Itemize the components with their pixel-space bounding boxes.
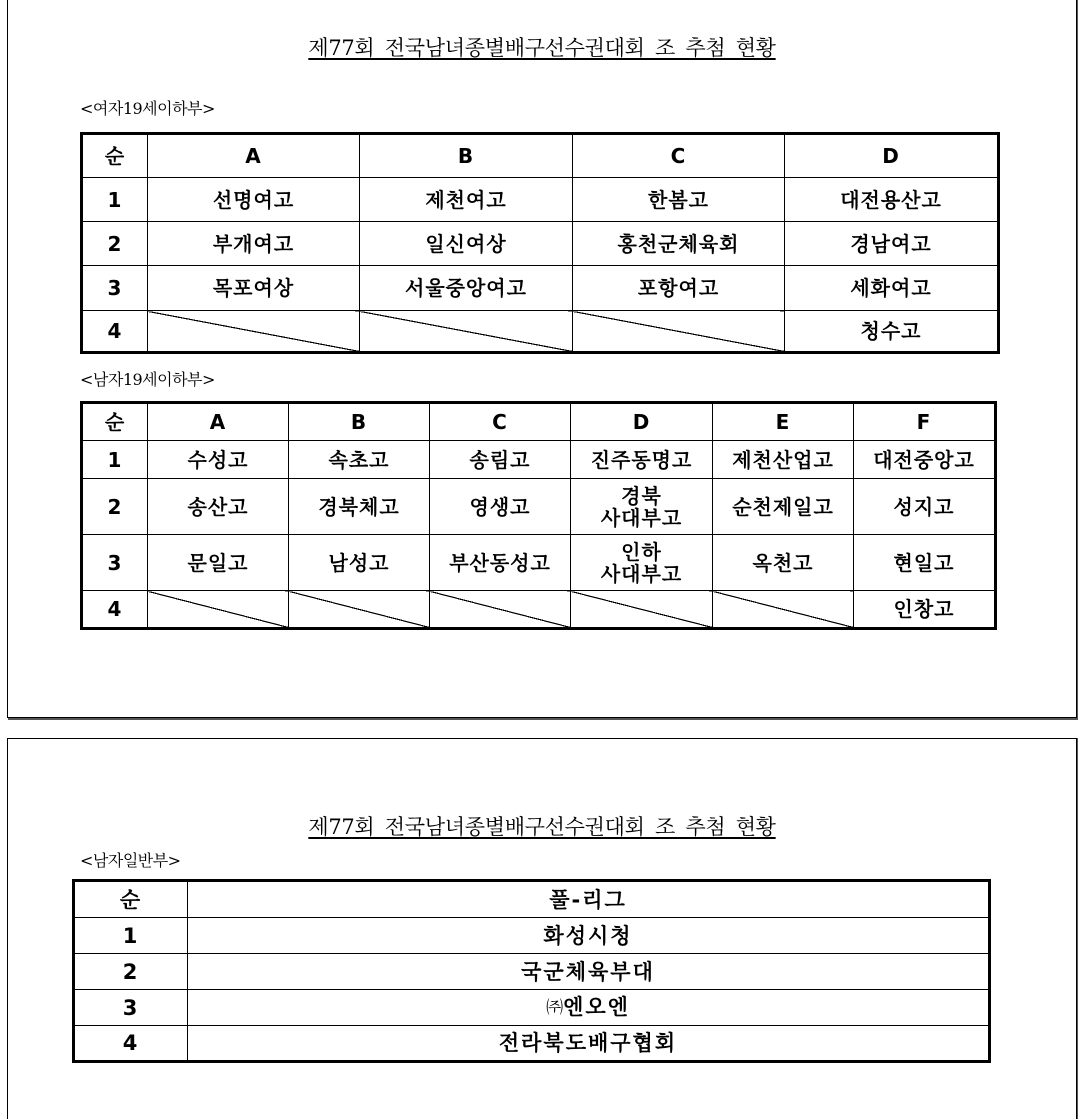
page-title: 제77회 전국남녀종별배구선수권대회 조 추첨 현황: [308, 36, 776, 60]
header-cell: B: [289, 403, 430, 441]
header-cell: C: [573, 134, 785, 178]
table-cell: 송산고: [148, 479, 289, 535]
table-row: [82, 178, 999, 222]
table-cell: 수성고: [148, 441, 289, 479]
table-row: [82, 479, 996, 535]
header-cell: B: [360, 134, 573, 178]
table-cell: 4: [82, 311, 148, 353]
cell-line: 경북: [621, 483, 662, 508]
cell-line: 사대부고: [600, 505, 683, 530]
header-cell: 순: [82, 403, 148, 441]
header-cell: C: [430, 403, 571, 441]
men19-caption: <남자19세이하부>: [80, 370, 215, 389]
table-cell: 문일고: [148, 535, 289, 591]
empty-slot-cell: [289, 591, 430, 629]
table-cell: 화성시청: [188, 918, 990, 954]
table-row: [82, 535, 996, 591]
table-cell: 서울중앙여고: [360, 266, 573, 311]
table-cell: 대전용산고: [785, 178, 999, 222]
table-cell: 세화여고: [785, 266, 999, 311]
table-cell: 1: [82, 441, 148, 479]
table-cell: 인창고: [854, 591, 996, 629]
table-cell: 속초고: [289, 441, 430, 479]
table-cell: 국군체육부대: [188, 954, 990, 990]
header-cell: 순: [74, 881, 188, 918]
table-row: [82, 222, 999, 266]
document-page-1: [7, 0, 1077, 718]
table-cell: 1: [82, 178, 148, 222]
table-cell: [188, 990, 990, 1026]
table-cell: 진주동명고: [571, 441, 713, 479]
table-cell: 4: [74, 1026, 188, 1062]
empty-slot-cell: [148, 591, 289, 629]
empty-slot-cell: [713, 591, 854, 629]
header-cell: E: [713, 403, 854, 441]
table-cell: 옥천고: [713, 535, 854, 591]
table-cell: 선명여고: [148, 178, 360, 222]
header-cell: 풀-리그: [188, 881, 990, 918]
empty-slot-cell: [573, 311, 785, 353]
table-cell: 경남여고: [785, 222, 999, 266]
women19-table: [80, 132, 1000, 354]
table-cell: 2: [82, 222, 148, 266]
men-general-caption: <남자일반부>: [80, 851, 181, 870]
empty-slot-cell: [430, 591, 571, 629]
empty-slot-cell: [148, 311, 360, 353]
table-cell: 영생고: [430, 479, 571, 535]
empty-slot-cell: [571, 591, 713, 629]
table-cell: 목포여상: [148, 266, 360, 311]
women19-caption: <여자19세이하부>: [80, 99, 215, 118]
table-row: [82, 266, 999, 311]
table-cell: 경북체고: [289, 479, 430, 535]
table-cell: 1: [74, 918, 188, 954]
table-cell: 순천제일고: [713, 479, 854, 535]
table-row: [82, 441, 996, 479]
table-cell: 홍천군체육회: [573, 222, 785, 266]
cell-text: 엔오엔: [563, 995, 630, 1019]
table-header-row: [74, 881, 990, 918]
table-header-row: [82, 403, 996, 441]
table-cell: 3: [74, 990, 188, 1026]
table-cell: 송림고: [430, 441, 571, 479]
header-cell: 순: [82, 134, 148, 178]
men19-table: [80, 401, 997, 630]
header-cell: A: [148, 403, 289, 441]
page-title: 제77회 전국남녀종별배구선수권대회 조 추첨 현황: [308, 815, 776, 839]
table-row: [82, 311, 999, 353]
table-row: [82, 591, 996, 629]
empty-slot-cell: [360, 311, 573, 353]
table-cell: 일신여상: [360, 222, 573, 266]
table-cell: 현일고: [854, 535, 996, 591]
table-cell: 성지고: [854, 479, 996, 535]
table-cell: 남성고: [289, 535, 430, 591]
table-row: [74, 990, 990, 1026]
table-row: [74, 1026, 990, 1062]
table-cell: 부개여고: [148, 222, 360, 266]
table-cell: 한봄고: [573, 178, 785, 222]
table-cell: 대전중앙고: [854, 441, 996, 479]
corporation-mark: ㈜: [546, 998, 564, 1018]
table-row: [74, 954, 990, 990]
table-cell: 제천여고: [360, 178, 573, 222]
table-cell: 전라북도배구협회: [188, 1026, 990, 1062]
cell-line: 인하: [621, 539, 662, 564]
table-cell: 포항여고: [573, 266, 785, 311]
table-cell: 제천산업고: [713, 441, 854, 479]
table-cell: [571, 479, 713, 535]
header-cell: F: [854, 403, 996, 441]
table-row: [74, 918, 990, 954]
table-cell: 3: [82, 266, 148, 311]
men-general-table: [72, 879, 991, 1063]
cell-line: 사대부고: [600, 561, 683, 586]
table-cell: 부산동성고: [430, 535, 571, 591]
table-cell: [571, 535, 713, 591]
table-cell: 4: [82, 591, 148, 629]
table-cell: 2: [74, 954, 188, 990]
header-cell: A: [148, 134, 360, 178]
table-cell: 청수고: [785, 311, 999, 353]
table-cell: 3: [82, 535, 148, 591]
table-header-row: [82, 134, 999, 178]
header-cell: D: [571, 403, 713, 441]
table-cell: 2: [82, 479, 148, 535]
header-cell: D: [785, 134, 999, 178]
